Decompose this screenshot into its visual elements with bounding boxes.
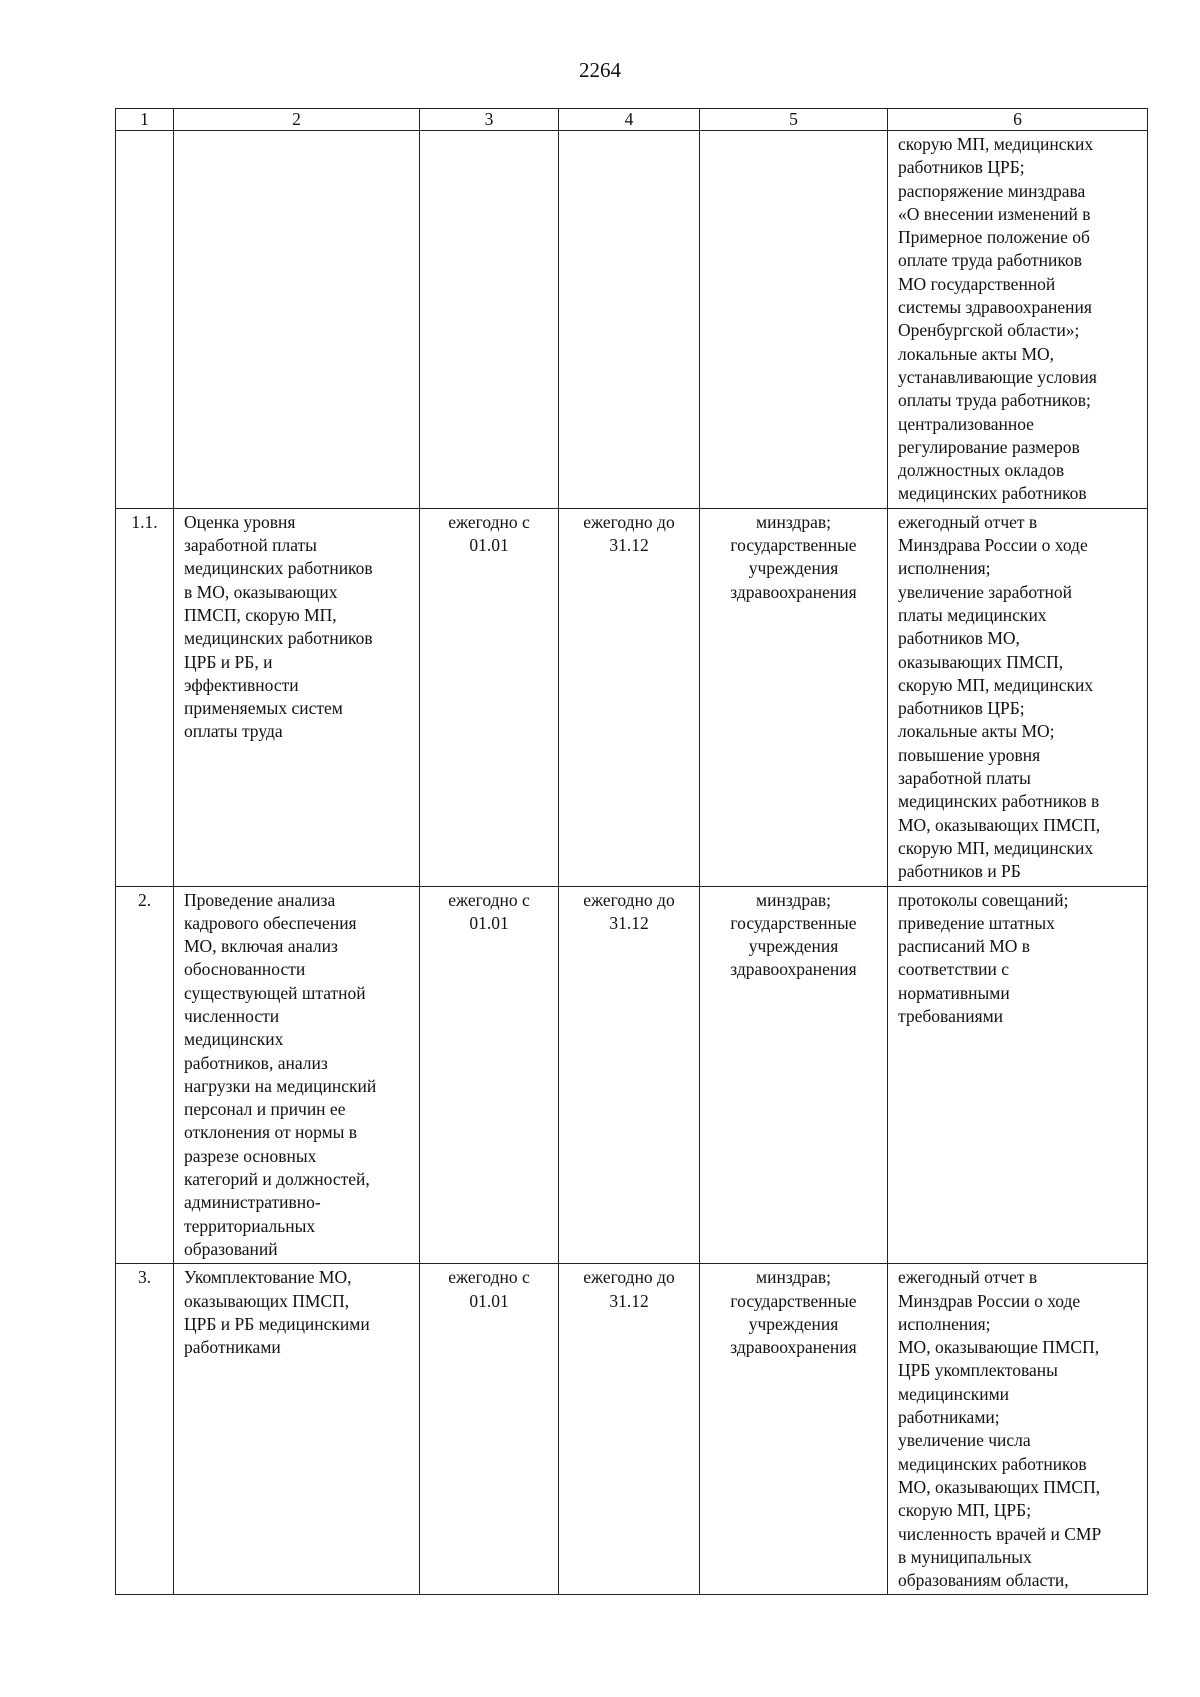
- end-date-cell: ежегодно до 31.12: [559, 1264, 700, 1595]
- executor-cell: минздрав; государственные учреждения здравоохранения: [700, 1264, 888, 1595]
- column-header-4: 4: [559, 109, 700, 131]
- row-number-cell: 1.1.: [116, 508, 174, 886]
- activity-name-cell: Укомплектование МО, оказывающих ПМСП, ЦРБ и РБ медицинскими работниками: [174, 1264, 420, 1595]
- executor-cell: минздрав; государственные учреждения здравоохранения: [700, 886, 888, 1264]
- page-number: 2264: [579, 58, 621, 82]
- start-date-cell: ежегодно с 01.01: [420, 886, 559, 1264]
- table-row: [116, 131, 1148, 509]
- result-cell: скорую МП, медицинских работников ЦРБ; распоряжение минздрава «О внесении изменений в Примерное положение об оплате труда работников МО государственной системы здравоохранения Оренбургской области»; локальные акты МО, устанавливающие условия оплаты труда работников; централизованное регулирование размеров должностных окладов медицинских работников: [888, 131, 1148, 509]
- executor-cell: минздрав; государственные учреждения здравоохранения: [700, 508, 888, 886]
- end-date-cell: ежегодно до 31.12: [559, 508, 700, 886]
- result-cell: ежегодный отчет в Минздрав России о ходе исполнения; МО, оказывающие ПМСП, ЦРБ укомплектованы медицинскими работниками; увеличение числа медицинских работников МО, оказывающих ПМСП, скорую МП, ЦРБ; численность врачей и СМР в муниципальных образованиям области,: [888, 1264, 1148, 1595]
- table-row: [116, 1264, 1148, 1595]
- column-header-5: 5: [700, 109, 888, 131]
- row-number-cell: 3.: [116, 1264, 174, 1595]
- row-number-cell: 2.: [116, 886, 174, 1264]
- header-row: [116, 109, 1148, 131]
- start-date-cell: ежегодно с 01.01: [420, 508, 559, 886]
- column-header-1: 1: [116, 109, 174, 131]
- table-row: [116, 508, 1148, 886]
- executor-cell: [700, 131, 888, 509]
- row-number-cell: [116, 131, 174, 509]
- column-header-6: 6: [888, 109, 1148, 131]
- activity-name-cell: Проведение анализа кадрового обеспечения МО, включая анализ обоснованности существующей штатной численности медицинских работников, анализ нагрузки на медицинский персонал и причин ее отклонения от нормы в разрезе основных категорий и должностей, административно- территориальных образований: [174, 886, 420, 1264]
- table-row: [116, 886, 1148, 1264]
- activity-name-cell: Оценка уровня заработной платы медицинских работников в МО, оказывающих ПМСП, скорую МП, медицинских работников ЦРБ и РБ, и эффективности применяемых систем оплаты труда: [174, 508, 420, 886]
- end-date-cell: ежегодно до 31.12: [559, 886, 700, 1264]
- result-cell: протоколы совещаний; приведение штатных расписаний МО в соответствии с нормативными требованиями: [888, 886, 1148, 1264]
- end-date-cell: [559, 131, 700, 509]
- column-header-2: 2: [174, 109, 420, 131]
- plan-table: [115, 108, 1148, 1595]
- result-cell: ежегодный отчет в Минздрава России о ходе исполнения; увеличение заработной платы медицинских работников МО, оказывающих ПМСП, скорую МП, медицинских работников ЦРБ; локальные акты МО; повышение уровня заработной платы медицинских работников в МО, оказывающих ПМСП, скорую МП, медицинских работников и РБ: [888, 508, 1148, 886]
- activity-name-cell: [174, 131, 420, 509]
- start-date-cell: [420, 131, 559, 509]
- column-header-3: 3: [420, 109, 559, 131]
- start-date-cell: ежегодно с 01.01: [420, 1264, 559, 1595]
